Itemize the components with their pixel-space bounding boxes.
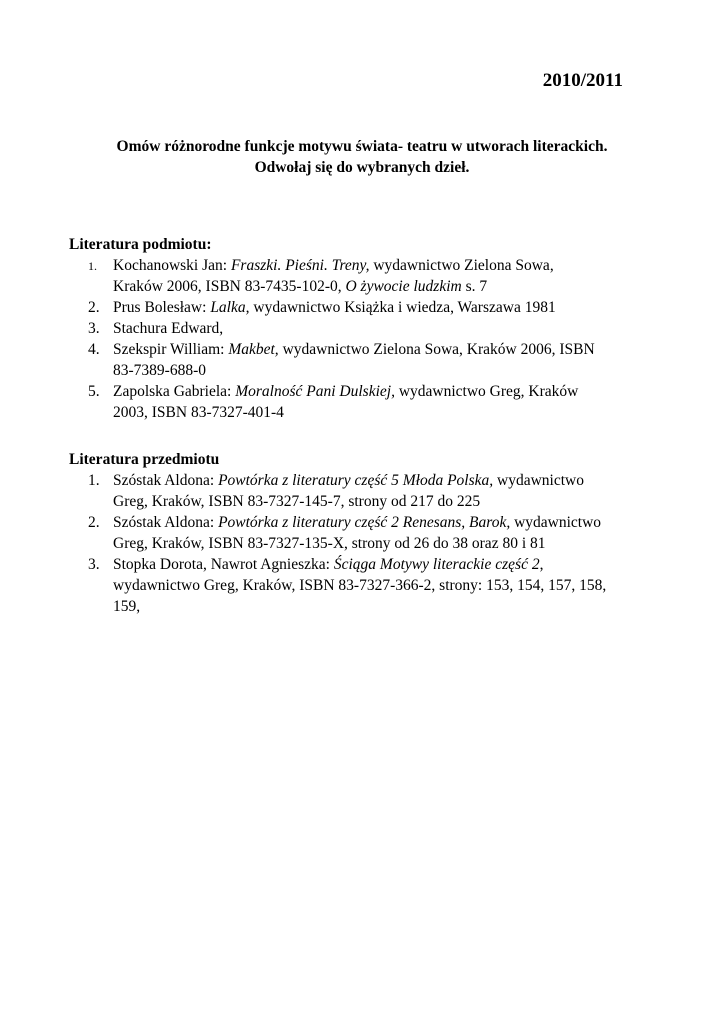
author: Prus Bolesław:	[113, 299, 211, 316]
item-line	[113, 318, 669, 339]
work-title: Makbet,	[228, 341, 279, 358]
work-title: Moralność Pani Dulskiej,	[235, 383, 395, 400]
page-info: s. 7	[461, 278, 488, 295]
list-item	[69, 297, 669, 318]
primary-literature-section	[69, 235, 669, 423]
item-number: 2.	[88, 299, 100, 316]
punctuation: ,	[539, 556, 544, 573]
publication-info: Kraków 2006, ISBN 83-7435-102-0,	[113, 278, 346, 295]
topic-line-2: Odwołaj się do wybranych dzieł.	[254, 159, 470, 176]
item-number: 4.	[88, 341, 100, 358]
item-number: 1.	[88, 259, 97, 273]
item-line	[113, 255, 669, 276]
author: Stopka Dorota, Nawrot Agnieszka:	[113, 556, 334, 573]
page-info: 159,	[113, 598, 141, 615]
publication-info: wydawnictwo	[510, 514, 602, 531]
item-line	[113, 596, 669, 617]
author: Stachura Edward,	[113, 320, 224, 337]
work-title: Powtórka z literatury część 2 Renesans, Barok,	[218, 514, 511, 531]
item-line	[113, 470, 669, 491]
list-item	[69, 512, 669, 554]
item-number: 3.	[88, 320, 100, 337]
item-line	[113, 491, 669, 512]
publication-info: wydawnictwo Zielona Sowa, Kraków 2006, ISBN	[278, 341, 595, 358]
year-header: 2010/2011	[542, 70, 623, 91]
item-line	[113, 339, 669, 360]
author: Szekspir William:	[113, 341, 229, 358]
item-number: 1.	[88, 472, 100, 489]
item-line	[113, 575, 669, 596]
work-title: Powtórka z literatury część 5 Młoda Polska,	[218, 472, 494, 489]
item-line	[113, 554, 669, 575]
work-title: Lalka,	[210, 299, 250, 316]
item-number: 5.	[88, 383, 100, 400]
publication-info: 2003, ISBN 83-7327-401-4	[113, 404, 284, 421]
essay-topic	[60, 136, 664, 178]
item-line	[113, 276, 669, 297]
author: Szóstak Aldona:	[113, 472, 219, 489]
secondary-literature-section	[69, 450, 669, 617]
list-item	[69, 470, 669, 512]
list-item	[69, 554, 669, 617]
isbn: 83-7389-688-0	[113, 362, 206, 379]
publication-info: wydawnictwo Zielona Sowa,	[369, 257, 554, 274]
list-item	[69, 381, 669, 423]
topic-line-1: Omów różnorodne funkcje motywu świata- teatru w utworach literackich.	[116, 138, 608, 155]
primary-literature-list	[69, 255, 669, 423]
author: Kochanowski Jan:	[113, 257, 231, 274]
item-line	[113, 297, 669, 318]
publication-info: wydawnictwo Greg, Kraków, ISBN 83-7327-366-2, strony: 153, 154, 157, 158,	[113, 577, 607, 594]
item-line	[113, 512, 669, 533]
list-item	[69, 318, 669, 339]
publication-info: Greg, Kraków, ISBN 83-7327-135-X, strony od 26 do 38 oraz 80 i 81	[113, 535, 546, 552]
publication-info: wydawnictwo	[493, 472, 584, 489]
list-item	[69, 255, 669, 297]
publication-info: Greg, Kraków, ISBN 83-7327-145-7, strony od 217 do 225	[113, 493, 481, 510]
item-line	[113, 381, 669, 402]
secondary-literature-list	[69, 470, 669, 617]
work-title: Fraszki. Pieśni. Treny,	[230, 257, 370, 274]
author: Zapolska Gabriela:	[113, 383, 236, 400]
work-title: Ściąga Motywy literackie część 2	[333, 556, 540, 573]
publication-info: wydawnictwo Książka i wiedza, Warszawa 1981	[249, 299, 556, 316]
primary-literature-heading: Literatura podmiotu:	[69, 236, 212, 253]
author: Szóstak Aldona:	[113, 514, 219, 531]
list-item	[69, 339, 669, 381]
work-title: O żywocie ludzkim	[345, 278, 462, 295]
item-number: 3.	[88, 556, 100, 573]
secondary-literature-heading: Literatura przedmiotu	[69, 451, 220, 468]
item-line	[113, 360, 669, 381]
item-line	[113, 402, 669, 423]
item-number: 2.	[88, 514, 100, 531]
publication-info: wydawnictwo Greg, Kraków	[394, 383, 579, 400]
item-line	[113, 533, 669, 554]
